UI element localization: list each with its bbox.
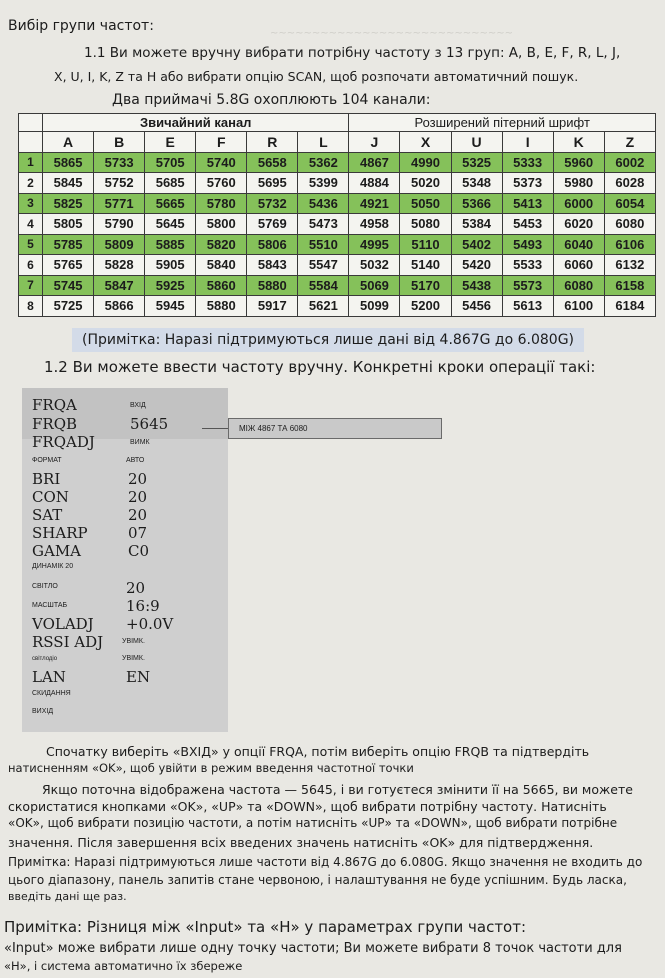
table-cell: 6028 [604,173,655,194]
menu-exit-label: ВИХІД [32,708,54,715]
table-cell: 4958 [349,214,400,235]
para-1-2: 1.2 Ви можете ввести частоту вручну. Конкретні кроки операції такі: [44,358,596,376]
table-row [19,193,656,214]
table-cell: 5885 [145,234,196,255]
menu-frqa-value: ВХІД [130,402,146,409]
table-column-header-x: X [400,132,451,153]
table-cell: 5613 [502,296,553,317]
table-column-header-a: A [43,132,94,153]
table-row-number: 4 [19,214,43,235]
table-column-header-b: B [94,132,145,153]
table-column-header-j: J [349,132,400,153]
table-cell: 5399 [298,173,349,194]
table-cell: 5806 [247,234,298,255]
menu-frqa-label: FRQA [32,396,77,414]
menu-sharp-label: SHARP [32,524,88,542]
table-cell: 5825 [43,193,94,214]
table-cell: 6184 [604,296,655,317]
table-cell: 5348 [451,173,502,194]
table-cell: 5621 [298,296,349,317]
instruction-line-7: Примітка: Наразі підтримуються лише частоти від 4.867G до 6.080G. Якщо значення не входить до [8,855,643,869]
table-cell: 5769 [247,214,298,235]
table-cell: 5170 [400,275,451,296]
menu-rssi-value: УВІМК. [122,638,145,645]
table-column-header-r: R [247,132,298,153]
menu-gama-label: GAMA [32,542,82,560]
menu-reset-label: СКИДАННЯ [32,690,71,697]
menu-lights-value: УВІМК. [122,655,145,662]
table-cell: 5453 [502,214,553,235]
table-row [19,296,656,317]
table-corner-cell [19,114,43,132]
table-cell: 5725 [43,296,94,317]
table-cell: 4921 [349,193,400,214]
table-cell: 5780 [196,193,247,214]
menu-con-value: 20 [128,488,148,506]
table-row [19,275,656,296]
table-cell: 5980 [553,173,604,194]
table-row [19,173,656,194]
table-cell: 5584 [298,275,349,296]
osd-menu-panel [22,388,228,732]
table-cell: 5945 [145,296,196,317]
table-cell: 5069 [349,275,400,296]
table-cell: 5050 [400,193,451,214]
table-cell: 5840 [196,255,247,276]
table-cell: 6040 [553,234,604,255]
menu-light-value: 20 [126,579,146,597]
table-cell: 5493 [502,234,553,255]
table-column-header-row [19,132,656,153]
table-column-header-k: K [553,132,604,153]
frequency-table [18,113,656,317]
table-cell: 5733 [94,152,145,173]
table-cell: 6020 [553,214,604,235]
table-cell: 5820 [196,234,247,255]
menu-sat-label: SAT [32,506,63,524]
bleed-through-text: ~~~~~~~~~~~~~~~~~~~~~~~~~~~~~ [270,28,513,39]
table-cell: 5880 [196,296,247,317]
table-cell: 5925 [145,275,196,296]
instruction-line-3: Якщо поточна відображена частота — 5645, і ви готуєтеся змінити її на 5665, ви можете [42,782,633,797]
table-cell: 6002 [604,152,655,173]
table-cell: 5843 [247,255,298,276]
table-cell: 5140 [400,255,451,276]
instruction-line-9: введіть дані ще раз. [8,890,127,903]
table-cell: 5325 [451,152,502,173]
menu-bri-value: 20 [128,470,148,488]
table-cell: 5510 [298,234,349,255]
table-cell: 5960 [553,152,604,173]
menu-voladj-value: +0.0V [126,615,174,633]
table-cell: 5665 [145,193,196,214]
final-note-line-1: «Input» може вибрати лише одну точку частоти; Ви можете вибрати 8 точок частоти для [4,941,622,956]
table-row-number: 7 [19,275,43,296]
table-cell: 5658 [247,152,298,173]
table-cell: 5705 [145,152,196,173]
instruction-line-6: значення. Після завершення всіх введених значень натисніть «OK» для підтвердження. [8,835,594,850]
table-cell: 5745 [43,275,94,296]
range-connector-line [202,428,228,429]
table-row [19,255,656,276]
menu-format-label: ФОРМАТ [32,457,62,464]
table-column-header-i: I [502,132,553,153]
table-cell: 6132 [604,255,655,276]
table-cell: 5373 [502,173,553,194]
menu-bri-label: BRI [32,470,61,488]
instruction-line-4: скористатися кнопками «OK», «UP» та «DOWN», щоб вибрати потрібну частоту. Натисніть [8,799,607,814]
table-cell: 5645 [145,214,196,235]
receivers-text: Два приймачі 5.8G охоплюють 104 канали: [112,92,431,108]
menu-light-label: СВІТЛО [32,583,58,590]
table-cell: 6080 [553,275,604,296]
table-column-header-e: E [145,132,196,153]
section-heading: Вибір групи частот: [8,18,154,34]
table-cell: 5366 [451,193,502,214]
menu-gama-value: C0 [128,542,150,560]
menu-frqadj-label: FRQADJ [32,433,95,451]
table-cell: 5547 [298,255,349,276]
table-row-number: 8 [19,296,43,317]
table-cell: 5110 [400,234,451,255]
table-cell: 5099 [349,296,400,317]
menu-dynamic-label: ДИНАМІК 20 [32,563,74,570]
table-column-header-blank [19,132,43,153]
menu-sat-value: 20 [128,506,148,524]
table-row-number: 3 [19,193,43,214]
para-1-1-line1: 1.1 Ви можете вручну вибрати потрібну частоту з 13 груп: A, B, E, F, R, L, J, [84,45,621,61]
table-note: (Примітка: Наразі підтримуються лише дані від 4.867G до 6.080G) [82,332,575,348]
instruction-line-1: Спочатку виберіть «ВХІД» у опції FRQA, потім виберіть опцію FRQB та підтвердіть [46,744,590,759]
table-cell: 6060 [553,255,604,276]
table-cell: 5917 [247,296,298,317]
table-header-extended: Розширений пітерний шрифт [349,114,656,132]
menu-lan-value: EN [126,668,151,686]
table-cell: 5573 [502,275,553,296]
table-cell: 5438 [451,275,502,296]
range-bar: МІЖ 4867 ТА 6080 [228,418,442,439]
table-cell: 6000 [553,193,604,214]
table-row [19,214,656,235]
table-cell: 5866 [94,296,145,317]
table-cell: 5752 [94,173,145,194]
table-cell: 5860 [196,275,247,296]
menu-lan-label: LAN [32,668,66,686]
table-column-header-u: U [451,132,502,153]
table-header-normal: Звичайний канал [43,114,349,132]
table-column-header-l: L [298,132,349,153]
table-row [19,234,656,255]
table-row [19,152,656,173]
table-row-number: 2 [19,173,43,194]
table-cell: 5765 [43,255,94,276]
final-note-title: Примітка: Різниця між «Input» та «H» у параметрах групи частот: [4,918,527,936]
table-cell: 6106 [604,234,655,255]
table-cell: 5845 [43,173,94,194]
table-cell: 5436 [298,193,349,214]
table-cell: 5333 [502,152,553,173]
table-cell: 6054 [604,193,655,214]
table-cell: 5473 [298,214,349,235]
menu-con-label: CON [32,488,69,506]
table-cell: 5805 [43,214,94,235]
table-column-header-z: Z [604,132,655,153]
table-cell: 4884 [349,173,400,194]
table-cell: 5809 [94,234,145,255]
menu-scale-label: МАСШТАБ [32,602,68,609]
table-cell: 5828 [94,255,145,276]
table-column-header-f: F [196,132,247,153]
table-row-number: 5 [19,234,43,255]
table-cell: 5740 [196,152,247,173]
table-cell: 4995 [349,234,400,255]
table-cell: 5200 [400,296,451,317]
table-cell: 5865 [43,152,94,173]
table-cell: 5384 [451,214,502,235]
table-cell: 5695 [247,173,298,194]
table-cell: 6100 [553,296,604,317]
menu-format-value: АВТО [126,457,145,464]
table-cell: 5760 [196,173,247,194]
table-cell: 6158 [604,275,655,296]
table-cell: 5732 [247,193,298,214]
table-cell: 5020 [400,173,451,194]
table-cell: 5771 [94,193,145,214]
table-cell: 5420 [451,255,502,276]
table-cell: 5413 [502,193,553,214]
table-cell: 5362 [298,152,349,173]
table-cell: 5685 [145,173,196,194]
table-cell: 5402 [451,234,502,255]
table-row-number: 1 [19,152,43,173]
menu-voladj-label: VOLADJ [32,615,94,633]
table-cell: 6080 [604,214,655,235]
table-cell: 5533 [502,255,553,276]
table-cell: 5790 [94,214,145,235]
instruction-line-5: «OK», щоб вибрати позицію частоти, а потім натисніть «UP» та «DOWN», щоб вибрати потрібне [8,816,618,830]
menu-frqadj-value: ВИМК [130,439,150,446]
para-1-1-line2: X, U, I, K, Z та H або вибрати опцію SCAN, щоб розпочати автоматичний пошук. [54,69,579,84]
instruction-line-8: цього діапазону, панель запитів стане червоною, і налаштування не буде успішним. Будь ласка, [8,873,627,887]
table-cell: 5032 [349,255,400,276]
table-row-number: 6 [19,255,43,276]
table-cell: 5785 [43,234,94,255]
final-note-line-2: «H», і система автоматично їх збереже [4,959,243,973]
menu-frqb-label: FRQB [32,415,78,433]
table-cell: 5080 [400,214,451,235]
menu-scale-value: 16:9 [126,597,160,615]
table-cell: 5905 [145,255,196,276]
instruction-line-2: натисненням «OK», щоб увійти в режим введення частотної точки [8,761,414,775]
table-cell: 5456 [451,296,502,317]
table-cell: 5800 [196,214,247,235]
table-cell: 4990 [400,152,451,173]
menu-sharp-value: 07 [128,524,148,542]
menu-lights-label: світлодіо [32,656,58,662]
table-group-header-row [19,114,656,132]
table-cell: 5847 [94,275,145,296]
table-cell: 5880 [247,275,298,296]
menu-rssi-label: RSSI ADJ [32,633,104,651]
menu-frqb-value: 5645 [130,415,169,433]
table-cell: 4867 [349,152,400,173]
